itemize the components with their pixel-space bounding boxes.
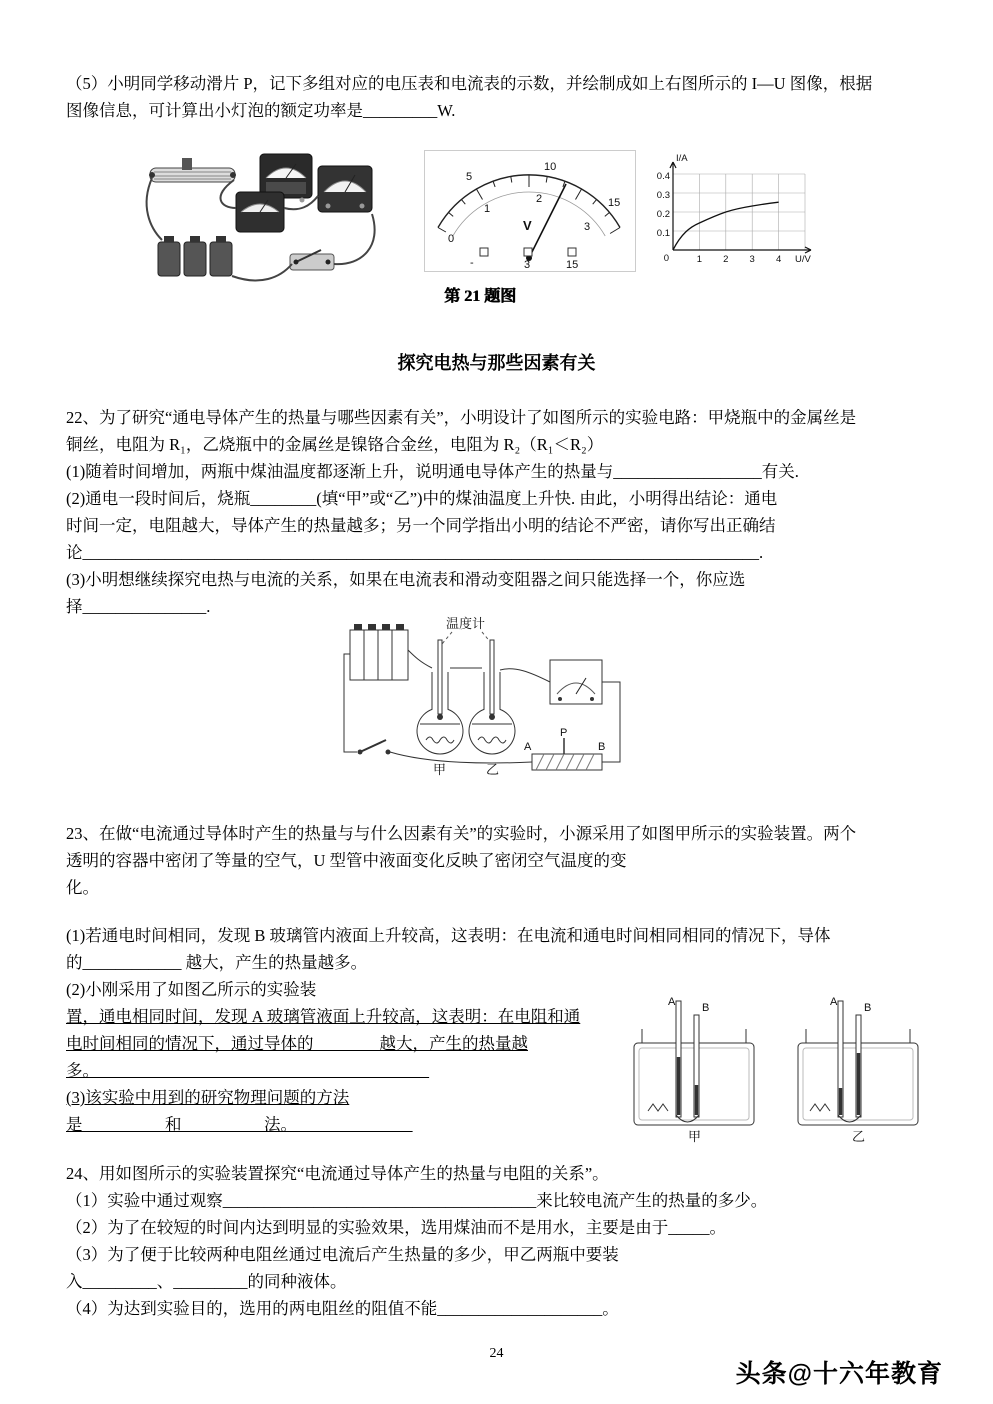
text-line: 是__________和__________法。______________	[66, 1115, 413, 1134]
thermometer-label: 温度计	[446, 616, 486, 631]
page-number: 24	[489, 1346, 504, 1361]
text-line: 时间一定，电阻越大，导体产生的热量越多；另一个同学指出小明的结论不严密，请你写出正确结	[66, 516, 776, 535]
text-line: 置，通电相同时间，发现 A 玻璃管液面上升较高，这表明：在电阻和通	[66, 1007, 581, 1026]
voltmeter-inner-tick: 3	[584, 221, 591, 233]
text-line: （3）为了便于比较两种电阻丝通过电流后产生热量的多少，甲乙两瓶中要装	[66, 1245, 619, 1264]
question-23-intro	[66, 820, 934, 901]
graph-y-tick: 0.3	[656, 190, 670, 201]
graph-origin-label: 0	[663, 253, 669, 264]
text-line: 论__________________________________________________________________________________.	[66, 543, 764, 562]
unit-right-label: 乙	[852, 1129, 866, 1144]
flask-right-label: 乙	[486, 762, 500, 777]
rheostat-terminal-a-label: A	[524, 741, 532, 753]
voltmeter-outer-tick: 5	[466, 171, 473, 183]
watermark: 头条@十六年教育	[735, 1360, 943, 1388]
graph-x-tick: 1	[696, 254, 703, 265]
voltmeter-terminal-label: 15	[566, 259, 579, 271]
voltmeter-figure	[424, 150, 636, 277]
text-line: 图像信息，可计算出小灯泡的额定功率是_________W.	[66, 101, 456, 120]
graph-y-tick: 0.1	[656, 228, 670, 239]
graph-x-tick: 3	[749, 254, 755, 265]
text-line: 透明的容器中密闭了等量的空气，U 型管中液面变化反映了密闭空气温度的变	[66, 851, 627, 870]
text-line: (2)通电一段时间后，烧瓶________(填“甲”或“乙”)中的煤油温度上升快. 由此，小明得出结论：通电	[66, 489, 778, 508]
tube-a-label: A	[668, 996, 676, 1008]
graph-y-tick: 0.4	[656, 171, 670, 182]
q22-apparatus-figure	[340, 612, 645, 812]
text-line: 多。________________________________________	[66, 1061, 429, 1080]
tube-b-label: B	[864, 1002, 872, 1014]
text-line: （5）小明同学移动滑片 P，记下多组对应的电压表和电流表的示数，并绘制成如上右图所示的 I—U 图像，根据	[66, 74, 873, 93]
question-24	[66, 1160, 934, 1322]
text-line: (2)小刚采用了如图乙所示的实验装	[66, 980, 317, 999]
text-line: 化。	[66, 878, 99, 897]
voltmeter-inner-tick: 1	[484, 203, 491, 215]
text-line: （2）为了在较短的时间内达到明显的实验效果，选用煤油而不是用水，主要是由于_____。	[66, 1218, 726, 1237]
text-line: (1)若通电时间相同，发现 B 玻璃管内液面上升较高，这表明：在电流和通电时间相同相同的情况下，导体	[66, 926, 831, 945]
graph-x-tick: 4	[775, 254, 782, 265]
question-22	[66, 404, 934, 620]
text-line: (1)随着时间增加，两瓶中煤油温度都逐渐上升，说明通电导体产生的热量与__________________有关.	[66, 462, 799, 481]
graph-x-axis-label: U/V	[795, 254, 811, 265]
iu-graph-figure	[645, 150, 817, 277]
text-line: （4）为达到实验目的，选用的两电阻丝的阻值不能____________________。	[66, 1299, 619, 1318]
voltmeter-inner-tick: 0	[448, 233, 455, 245]
rheostat-slider-p-label: P	[560, 727, 568, 739]
text-line: (3)该实验中用到的研究物理问题的方法	[66, 1088, 350, 1107]
text-line: 铜丝，电阻为 R₁，乙烧瓶中的金属丝是镍铬合金丝，电阻为 R₂（R₁＜R₂）	[66, 435, 604, 454]
text-line: （1）实验中通过观察______________________________________来比较电流产生的热量的多少。	[66, 1191, 768, 1210]
voltmeter-inner-tick: 2	[536, 193, 543, 205]
graph-y-tick: 0.2	[656, 209, 670, 220]
rheostat-terminal-b-label: B	[598, 741, 606, 753]
voltmeter-terminal-label: 3	[524, 259, 531, 271]
unit-left-label: 甲	[688, 1129, 702, 1144]
text-line: 的____________ 越大，产生的热量越多。	[66, 953, 368, 972]
text-line: 择_______________.	[66, 597, 211, 616]
tube-b-label: B	[702, 1002, 710, 1014]
text-line: 22、为了研究“通电导体产生的热量与哪些因素有关”，小明设计了如图所示的实验电路：甲烧瓶中的金属丝是	[66, 408, 857, 427]
figure-caption: 第 21 题图	[443, 288, 516, 305]
text-line: (3)小明想继续探究电热与电流的关系，如果在电流表和滑动变阻器之间只能选择一个，你应选	[66, 570, 746, 589]
question-21-part5	[66, 70, 934, 124]
text-line: 23、在做“电流通过导体时产生的热量与与什么因素有关”的实验时，小源采用了如图甲所示的实验装置。两个	[66, 824, 857, 843]
graph-y-axis-label: I/A	[676, 153, 688, 164]
voltmeter-outer-tick: 15	[608, 197, 621, 209]
voltmeter-outer-tick: 10	[544, 161, 557, 173]
q23-apparatus-figure	[618, 993, 933, 1150]
voltmeter-terminal-label: -	[470, 257, 474, 269]
flask-left-label: 甲	[433, 762, 447, 777]
circuit-photo-figure	[140, 146, 420, 299]
graph-x-tick: 2	[723, 254, 729, 265]
tube-a-label: A	[830, 996, 838, 1008]
text-line: 电时间相同的情况下，通过导体的________越大，产生的热量越	[66, 1034, 528, 1053]
text-line: 24、用如图所示的实验装置探究“电流通过导体产生的热量与电阻的关系”。	[66, 1164, 609, 1183]
voltmeter-unit-label: V	[523, 218, 532, 233]
text-line: 入_________、_________的同种液体。	[66, 1272, 347, 1291]
section-title: 探究电热与那些因素有关	[397, 353, 596, 373]
